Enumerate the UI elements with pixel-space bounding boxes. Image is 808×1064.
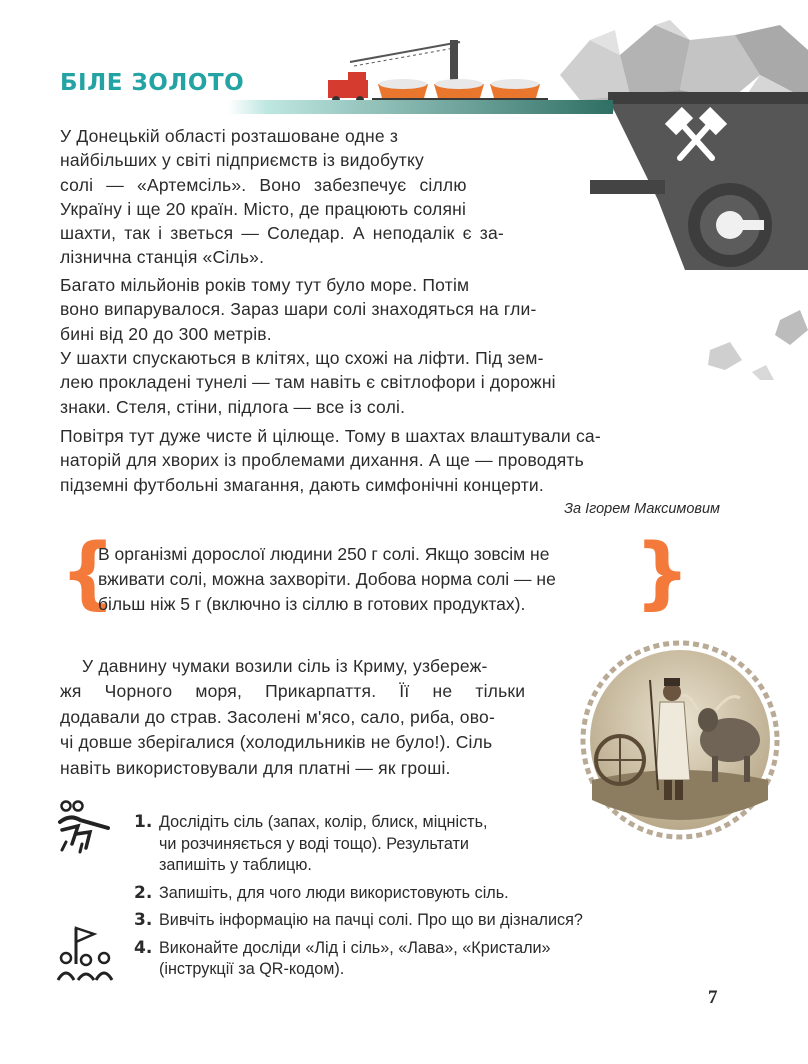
text-line: знаки. Стеля, стіни, підлога — все із солі. bbox=[60, 396, 406, 417]
group-flag-icon bbox=[54, 924, 120, 982]
paragraph-1 bbox=[60, 124, 518, 270]
left-brace-icon: { bbox=[60, 528, 116, 618]
text-line: воно випарувалося. Зараз шари солі знаходяться на гли- bbox=[60, 299, 537, 320]
task-text-line: Дослідіть сіль (запах, колір, блиск, міцність, bbox=[159, 813, 488, 831]
text-line: Багато мільйонів років тому тут було море. Потім bbox=[60, 275, 470, 295]
text-line: У Донецькій області розташоване одне з bbox=[60, 126, 399, 146]
task-number: 4. bbox=[134, 937, 153, 958]
task-item bbox=[134, 812, 694, 877]
paragraph-3 bbox=[60, 346, 700, 419]
text-line: більш ніж 5 г (включно із сіллю в готових продуктах). bbox=[98, 594, 526, 614]
task-text-line: Виконайте досліди «Лід і сіль», «Лава», «Кристали» bbox=[159, 938, 551, 957]
task-text-line: Запишіть, для чого люди використовують сіль. bbox=[159, 883, 509, 902]
team-research-icon bbox=[56, 798, 112, 854]
paragraph-2 bbox=[60, 273, 620, 346]
task-item bbox=[134, 938, 694, 981]
text-line: шахти, так і зветься — Соледар. А неподалік є за- bbox=[60, 223, 504, 244]
task-text-line: Вивчіть інформацію на пачці солі. Про що ви дізналися? bbox=[159, 911, 583, 929]
task-text-line: (інструкції за QR-кодом). bbox=[159, 960, 345, 978]
task-text-line: чи розчиняється у воді тощо). Результати bbox=[159, 834, 469, 853]
task-list bbox=[134, 812, 694, 981]
fact-text bbox=[98, 542, 676, 617]
text-line: жя Чорного моря, Прикарпаття. Її не тільки bbox=[60, 681, 526, 702]
text-line: вживати солі, можна захворіти. Добова норма солі — не bbox=[98, 569, 556, 589]
text-line: чі довше зберігалися (холодильників не було!). Сіль bbox=[60, 732, 493, 753]
paragraph-4 bbox=[60, 424, 720, 497]
text-line: Повітря тут дуже чисте й цілюще. Тому в шахтах влаштували са- bbox=[60, 426, 601, 446]
text-line: додавали до страв. Засолені м'ясо, сало, риба, ово- bbox=[60, 706, 495, 727]
task-item bbox=[134, 910, 694, 932]
task-number: 1. bbox=[134, 812, 153, 832]
task-number: 2. bbox=[134, 882, 153, 903]
chumak-illustration bbox=[580, 640, 780, 840]
text-line: У давнину чумаки возили сіль із Криму, узбереж- bbox=[82, 656, 488, 676]
text-line: лізнична станція «Сіль». bbox=[60, 247, 265, 268]
mine-cart bbox=[590, 92, 808, 270]
text-line: найбільших у світі підприємств із видобутку bbox=[60, 150, 424, 171]
title-underline bbox=[228, 100, 613, 114]
text-line: У шахти спускаються в клітях, що схожі на ліфти. Під зем- bbox=[60, 348, 544, 368]
article-attribution: За Ігорем Максимовим bbox=[564, 501, 720, 517]
text-line: наторій для хворих із проблемами дихання. А ще — проводять bbox=[60, 450, 584, 471]
text-line: навіть використовували для платні — як гроші. bbox=[60, 757, 451, 778]
task-item bbox=[134, 883, 694, 905]
history-paragraph bbox=[60, 654, 568, 781]
task-text-line: запишіть у таблицю. bbox=[159, 856, 312, 874]
right-brace-icon: } bbox=[634, 528, 690, 618]
fact-box bbox=[60, 528, 690, 628]
text-line: лею прокладені тунелі — там навіть є світлофори і дорожні bbox=[60, 372, 556, 393]
text-line: підземні футбольні змагання, дають симфонічні концерти. bbox=[60, 474, 544, 495]
text-line: В організмі дорослої людини 250 г солі. Якщо зовсім не bbox=[98, 544, 550, 564]
task-number: 3. bbox=[134, 910, 153, 930]
text-line: солі — «Артемсіль». Воно забезпечує сіллю bbox=[60, 174, 467, 195]
page-title: БІЛЕ ЗОЛОТО bbox=[60, 70, 245, 96]
text-line: Україну і ще 20 країн. Місто, де працюють соляні bbox=[60, 198, 467, 219]
text-line: бині від 20 до 300 метрів. bbox=[60, 323, 272, 344]
page-number: 7 bbox=[708, 987, 718, 1008]
